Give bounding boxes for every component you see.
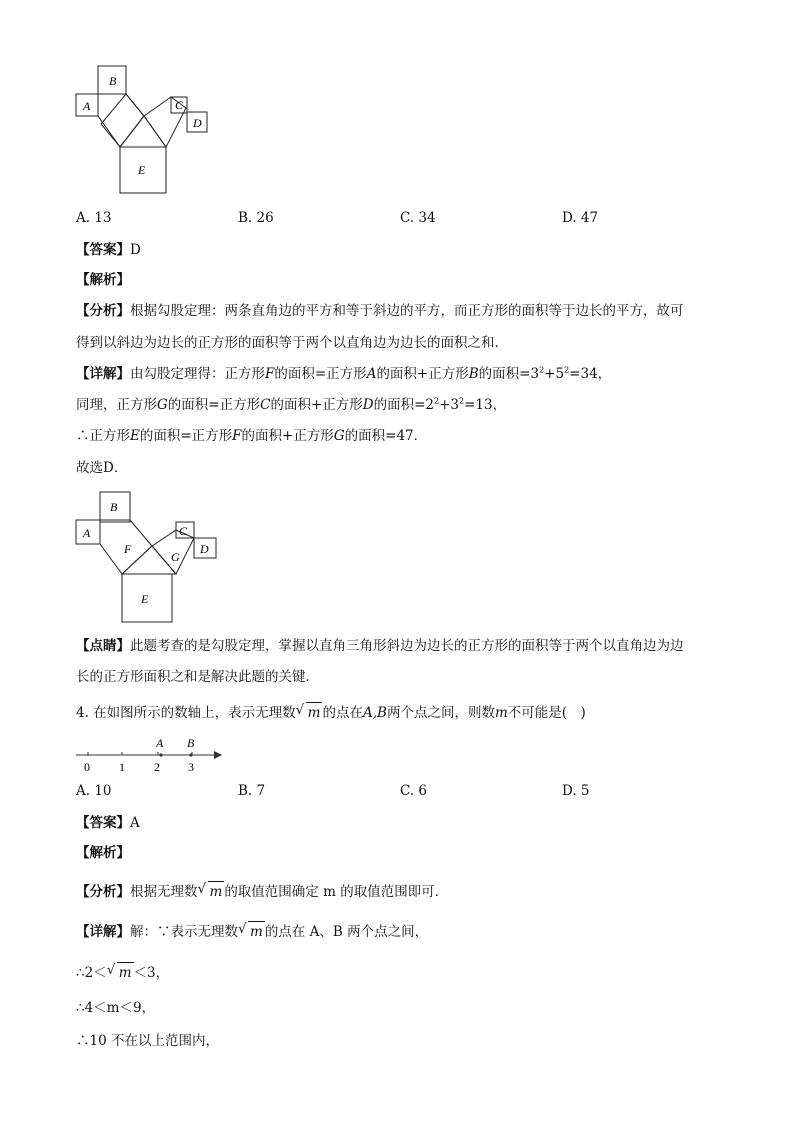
sqrt-m: √ m	[106, 962, 132, 981]
q4-step2: ∴4＜m＜9，	[76, 1000, 156, 1016]
fig1-label-c: C	[175, 98, 184, 112]
pythagoras-figure-2	[74, 490, 224, 625]
q3-comment-line2: 长的正方形面积之和是解决此题的关键．	[76, 669, 319, 685]
q3-answer: 【答案】D	[76, 242, 141, 258]
q3-detail-line3: ∴正方形E的面积=正方形F的面积+正方形G的面积=47．	[76, 428, 428, 444]
q3-detail-line1: 【详解】由勾股定理得：正方形F的面积=正方形A的面积+正方形B的面积$=3^2+5^2=34$，	[76, 365, 612, 382]
q4-stem: 4. 在如图所示的数轴上，表示无理数 √ m 的点在A,B两个点之间，则数m不可能是( )	[76, 702, 586, 721]
fig2-label-f: F	[124, 542, 132, 556]
sqrt-m: √ m	[295, 702, 321, 721]
fig2-label-d: D	[200, 542, 209, 556]
fig1-label-b: B	[109, 74, 117, 88]
fig1-label-d: D	[193, 116, 202, 130]
q3-option-c: C. 34	[400, 210, 436, 226]
axis-point-b: B	[187, 736, 195, 750]
q3-fenxi-line2: 得到以斜边为边长的正方形的面积等于两个以直角边为边长的面积之和.	[76, 335, 499, 351]
q4-option-a: A. 10	[76, 783, 112, 799]
q4-answer: 【答案】A	[76, 815, 140, 831]
fig2-label-e: E	[141, 592, 149, 606]
sqrt-m: √ m	[197, 881, 223, 900]
fig2-label-g: G	[171, 550, 180, 564]
q4-option-b: B. 7	[238, 783, 266, 799]
fig1-label-e: E	[138, 163, 146, 177]
axis-point-a: A	[156, 736, 164, 750]
fig2-label-b: B	[110, 500, 118, 514]
fig2-label-c: C	[179, 524, 188, 538]
q3-fenxi: 【分析】根据勾股定理：两条直角边的平方和等于斜边的平方，而正方形的面积等于边长的平方，故可	[76, 303, 684, 319]
q3-option-d: D. 47	[562, 210, 599, 226]
q4-fenxi: 【分析】根据无理数 √ m 的取值范围确定 m 的取值范围即可．	[76, 881, 449, 900]
number-line	[74, 735, 224, 777]
fig2-label-a: A	[83, 526, 91, 540]
q4-step1: ∴2＜ √ m ＜3，	[76, 962, 170, 981]
q4-option-c: C. 6	[400, 783, 428, 799]
axis-tick-0: 0	[84, 760, 90, 774]
axis-tick-2: 2	[154, 760, 160, 774]
q3-option-a: A. 13	[76, 210, 112, 226]
q4-detail: 【详解】解：∵表示无理数 √ m 的点在 A、B 两个点之间，	[76, 921, 429, 940]
q3-detail-line2: 同理，正方形G的面积=正方形C的面积+正方形D的面积$=2^2+3^2=13$，	[76, 396, 507, 413]
sqrt-m: √ m	[238, 921, 263, 940]
q4-step3: ∴10 不在以上范围内，	[76, 1033, 219, 1049]
axis-tick-3: 3	[188, 760, 194, 774]
pythagoras-figure-1	[74, 64, 224, 196]
q3-analysis-tag: 【解析】	[76, 272, 130, 288]
q4-option-d: D. 5	[562, 783, 590, 799]
q4-analysis-tag: 【解析】	[76, 845, 130, 861]
q3-comment-line1: 【点睛】此题考查的是勾股定理，掌握以直角三角形斜边为边长的正方形的面积等于两个以直角边为边	[76, 638, 684, 654]
q3-option-b: B. 26	[238, 210, 274, 226]
q3-choose: 故选D．	[76, 460, 128, 476]
axis-tick-1: 1	[119, 760, 125, 774]
fig1-label-a: A	[83, 99, 91, 113]
